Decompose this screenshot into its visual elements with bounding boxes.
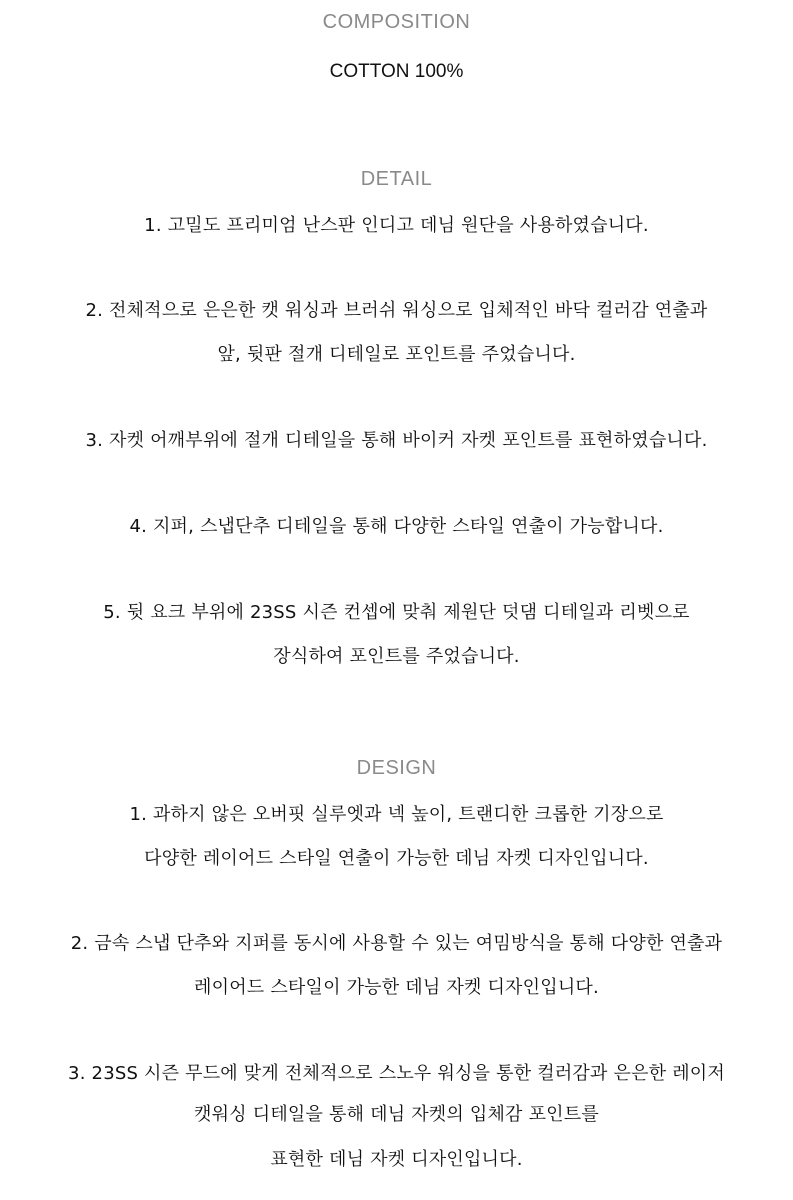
design-item-2-line-2: 레이어드 스타일이 가능한 데님 자켓 디자인입니다. [194, 977, 599, 998]
design-item-1-line-1: 1. 과하지 않은 오버핏 실루엣과 넥 높이, 트랜디한 크롭한 기장으로 [129, 804, 664, 825]
detail-item-1-line-1: 1. 고밀도 프리미엄 난스판 인디고 데님 원단을 사용하였습니다. [144, 215, 649, 236]
detail-item-5-line-1: 5. 뒷 요크 부위에 23SS 시즌 컨셉에 맞춰 제원단 덧댐 디테일과 리벳으로 [103, 602, 690, 623]
composition-heading: COMPOSITION [322, 11, 471, 33]
design-item-3-line-1: 3. 23SS 시즌 무드에 맞게 전체적으로 스노우 워싱을 통한 컬러감과 은은한 레이저 [68, 1063, 725, 1084]
detail-item-3-line-1: 3. 자켓 어깨부위에 절개 디테일을 통해 바이커 자켓 포인트를 표현하였습니다. [85, 430, 708, 451]
design-item-1-line-2: 다양한 레이어드 스타일 연출이 가능한 데님 자켓 디자인입니다. [144, 848, 649, 869]
detail-item-2-line-2: 앞, 뒷판 절개 디테일로 포인트를 주었습니다. [217, 344, 576, 365]
detail-item-2-line-1: 2. 전체적으로 은은한 캣 워싱과 브러쉬 워싱으로 입체적인 바닥 컬러감 연출과 [85, 300, 708, 321]
detail-heading: DETAIL [360, 168, 433, 190]
design-heading: DESIGN [356, 757, 437, 779]
design-item-2-line-1: 2. 금속 스냅 단추와 지퍼를 동시에 사용할 수 있는 여밈방식을 통해 다양한 연출과 [70, 933, 723, 954]
design-item-3-line-3: 표현한 데님 자켓 디자인입니다. [270, 1149, 523, 1170]
detail-item-5-line-2: 장식하여 포인트를 주었습니다. [273, 646, 520, 667]
composition-value: COTTON 100% [329, 61, 464, 82]
detail-item-4-line-1: 4. 지퍼, 스냅단추 디테일을 통해 다양한 스타일 연출이 가능합니다. [129, 516, 664, 537]
design-item-3-line-2: 캣워싱 디테일을 통해 데님 자켓의 입체감 포인트를 [194, 1104, 599, 1125]
